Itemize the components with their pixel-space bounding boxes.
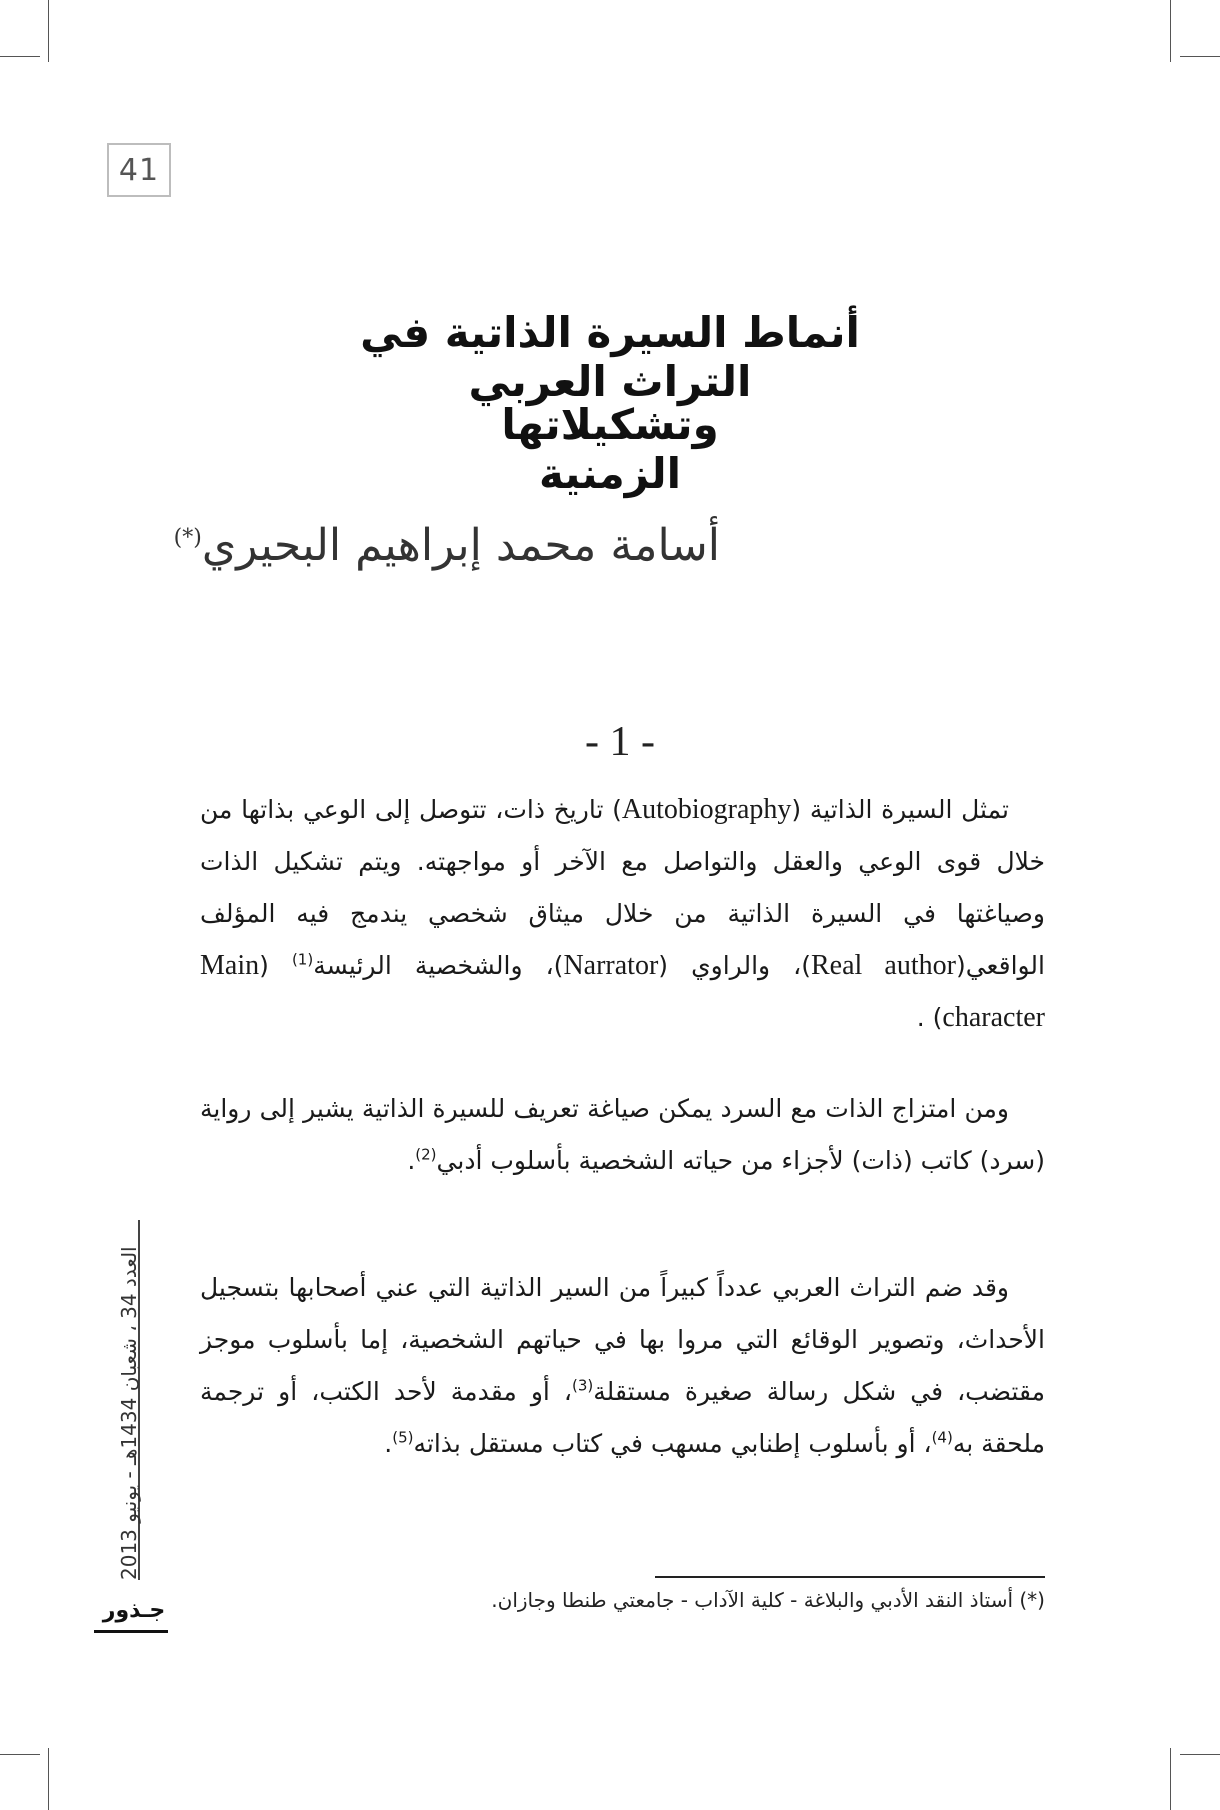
p3-text-c: ، أو بأسلوب إطنابي مسهب في كتاب مستقل بذاته — [413, 1429, 932, 1458]
p1-text-j: ) . — [916, 1003, 943, 1032]
footnote-ref-4: (4) — [931, 1428, 953, 1447]
crop-mark — [48, 0, 49, 62]
footnote-separator — [655, 1576, 1045, 1578]
issue-info-vertical: العدد 34 ، شعبان 1434هـ - يونيو 2013 — [117, 1246, 141, 1580]
p1-text-a: تمثل السيرة الذاتية ( — [791, 795, 1009, 824]
crop-mark — [1170, 1748, 1171, 1810]
author-name — [160, 520, 720, 571]
footnote-author-affiliation: (*) أستاذ النقد الأدبي والبلاغة - كلية الآداب - جامعتي طنطا وجازان. — [491, 1588, 1045, 1612]
p1-latin-main-character: Main character — [200, 950, 1045, 1033]
footnote-ref-1: (1) — [291, 950, 314, 969]
page-number: 41 — [107, 143, 171, 197]
section-number: - 1 - — [585, 719, 655, 765]
footnote-ref-2: (2) — [415, 1145, 437, 1164]
paragraph-3 — [200, 1262, 1045, 1470]
p3-text-d: . — [384, 1429, 393, 1458]
p1-latin-real-author: Real author — [811, 950, 956, 981]
author-footnote-mark: (*) — [173, 525, 202, 551]
footnote-ref-3: (3) — [572, 1376, 594, 1395]
crop-mark — [0, 1754, 40, 1755]
p1-latin-narrator: Narrator — [563, 950, 659, 981]
article-title-line-2: وتشكيلاتها الزمنية — [501, 400, 719, 498]
p1-text-e: )، والراوي ( — [658, 951, 811, 980]
p2-text-a: ومن امتزاج الذات مع السرد يمكن صياغة تعريف للسيرة الذاتية يشير إلى رواية (سرد) كاتب (ذات) لأجزاء من حياته الشخصية بأسلوب أدبي — [200, 1094, 1045, 1175]
p3-text-b: ، أو مقدمة لأحد الكتب، أو ترجمة ملحقة به — [200, 1377, 1045, 1458]
p1-latin-autobiography: Autobiography — [621, 794, 792, 825]
crop-mark — [1180, 56, 1220, 57]
crop-mark — [1180, 1754, 1220, 1755]
p1-text-h: ( — [259, 951, 292, 980]
crop-mark — [1170, 0, 1171, 62]
crop-mark — [0, 56, 40, 57]
paragraph-1 — [200, 784, 1045, 1044]
p2-text-b: . — [407, 1146, 416, 1175]
crop-mark — [48, 1748, 49, 1810]
p3-text-a: وقد ضم التراث العربي عدداً كبيراً من السير الذاتية التي عني أصحابها بتسجيل الأحداث، وتصوير الوقائع التي مروا بها في حياتهم الشخصية، إما بأسلوب موجز مقتضب، في شكل رسالة صغيرة مستقلة — [200, 1273, 1045, 1406]
journal-logo-underline — [94, 1630, 168, 1633]
article-title-line-1: أنماط السيرة الذاتية في التراث العربي — [360, 308, 860, 406]
footnote-ref-5: (5) — [392, 1428, 414, 1447]
p1-text-c: ) تاريخ ذات، تتوصل إلى الوعي بذاتها من خلال قوى الوعي والعقل والتواصل مع الآخر أو مواجهته. ويتم تشكيل الذات وصياغتها في السيرة الذاتية من خلال ميثاق شخصي يندمج فيه المؤلف الواقعي( — [200, 795, 1045, 980]
paragraph-2 — [200, 1083, 1045, 1187]
journal-logo: جـذور — [102, 1598, 166, 1623]
p1-text-g: )، والشخصية الرئيسة — [313, 951, 564, 980]
author-name-text: أسامة محمد إبراهيم البحيري — [201, 520, 720, 571]
